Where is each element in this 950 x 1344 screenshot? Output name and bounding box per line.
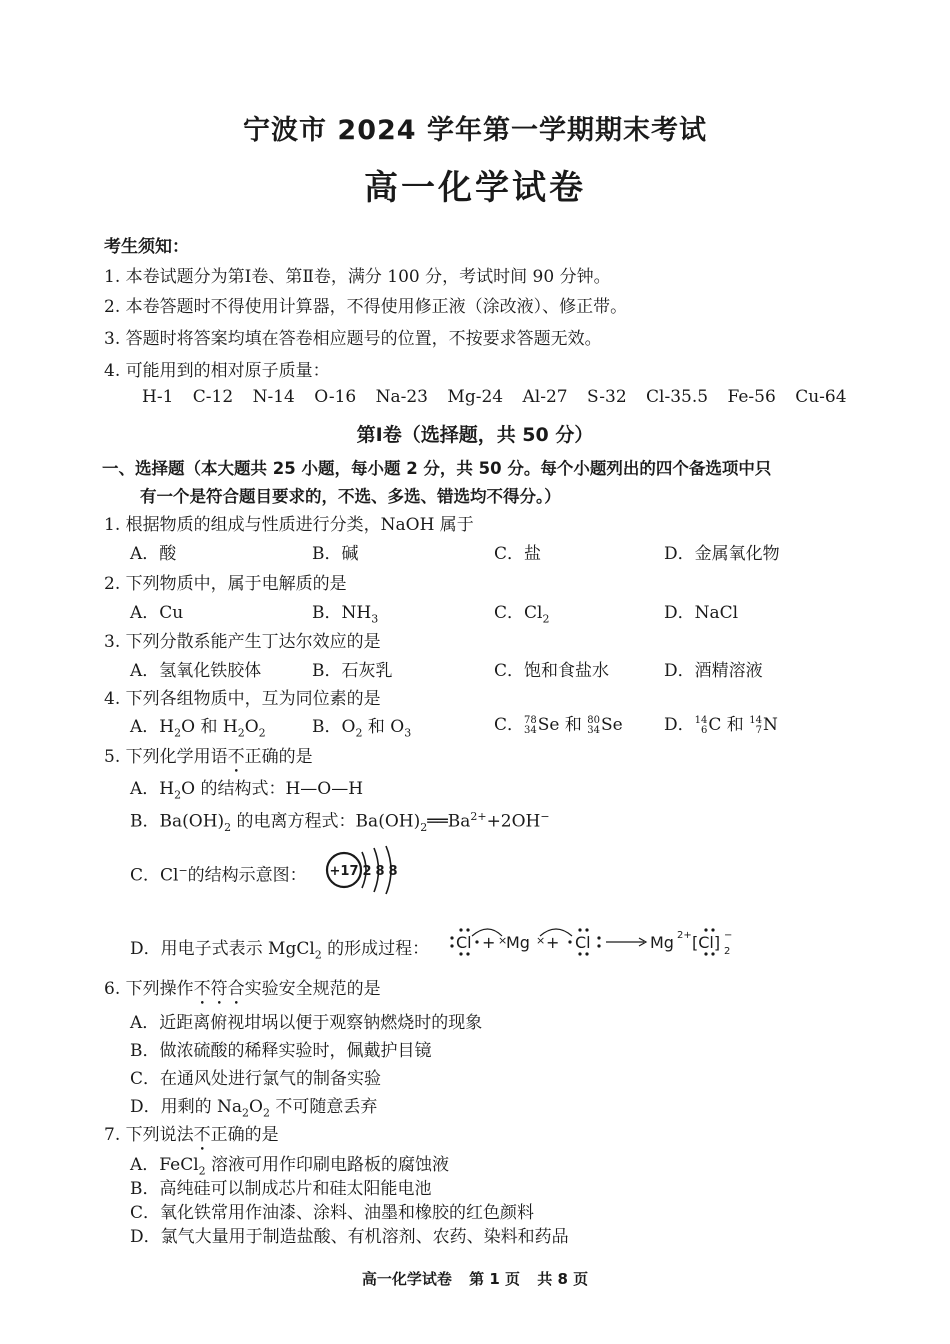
nuclide-notation: 78 34 (524, 714, 537, 736)
atomic-mass: Fe-56 (727, 387, 776, 407)
q1-option-d: D．金属氧化物 (664, 544, 780, 564)
question-4-stem: 4. 下列各组物质中，互为同位素的是 (104, 689, 381, 709)
footer-page-number: 第 1 页 (469, 1270, 520, 1288)
notice-item-1: 1. 本卷试题分为第Ⅰ卷、第Ⅱ卷，满分 100 分，考试时间 90 分钟。 (104, 267, 611, 287)
atomic-mass: Mg-24 (447, 387, 504, 407)
q2-option-b: B．$NH_3$ (312, 603, 379, 626)
section-title: 第Ⅰ卷（选择题，共 50 分） (356, 424, 594, 446)
q1-option-a: A．酸 (130, 544, 177, 564)
svg-text:×: × (536, 934, 546, 947)
q3-option-a: A．氢氧化铁胶体 (130, 661, 262, 681)
q6-option-c: C．在通风处进行氯气的制备实验 (130, 1069, 382, 1089)
q3-option-b: B．石灰乳 (312, 661, 393, 681)
atomic-mass: H-1 (142, 387, 174, 407)
chlorine-atom-left: Cl (456, 933, 472, 952)
q6-option-a: A．近距离俯视坩埚以便于观察钠燃烧时的现象 (130, 1013, 483, 1033)
q2-option-a: A．Cu (130, 603, 184, 623)
plus-sign: + (482, 933, 496, 952)
q7-option-b: B．高纯硅可以制成芯片和硅太阳能电池 (130, 1179, 432, 1199)
footer-total-pages: 共 8 页 (537, 1270, 589, 1288)
question-5-stem: 5. 下列化学用语不正确的是 (104, 747, 313, 767)
q7-option-d: D．氯气大量用于制造盐酸、有机溶剂、农药、染料和药品 (130, 1227, 569, 1247)
question-6-stem: 6. 下列操作不符合实验安全规范的是 (104, 979, 381, 999)
svg-text:×: × (498, 934, 508, 947)
magnesium-ion: Mg (650, 933, 674, 952)
page-footer (0, 1268, 950, 1289)
q4-option-d: D． 14 6 C 和 14 7 N (664, 714, 778, 736)
q4-option-b: B．$O_2$ 和 $O_3$ (312, 717, 412, 740)
electron-shell-count: 8 (375, 864, 385, 879)
q5-option-a: A．$H_2O$ 的结构式：H—O—H (130, 779, 364, 802)
magnesium-ion-charge: 2+ (677, 930, 692, 941)
atomic-mass-list (142, 386, 861, 408)
nucleus-charge: +17 (329, 864, 359, 879)
atomic-mass: Al-27 (522, 387, 568, 407)
q1-option-c: C．盐 (494, 544, 542, 564)
atomic-mass: Na-23 (375, 387, 428, 407)
question-3-stem: 3. 下列分散系能产生丁达尔效应的是 (104, 632, 381, 652)
nuclide-notation: 14 6 (694, 714, 708, 736)
exam-subtitle: 高一化学试卷 (364, 168, 586, 208)
footer-title: 高一化学试卷 (361, 1270, 452, 1288)
atomic-mass: C-12 (192, 387, 234, 407)
electron-shell-count: 2 (362, 864, 372, 879)
q5-option-b: B．$Ba(OH)_2$ 的电离方程式：$Ba(OH)_2══Ba^{2+}+2OH^-$ (130, 810, 550, 835)
mgcl2-formation-diagram (448, 918, 788, 964)
q4-option-c: C． 78 34 Se 和 80 34 Se (494, 714, 623, 736)
q1-option-b: B．碱 (312, 544, 359, 564)
atomic-mass: Cu-64 (795, 387, 847, 407)
atomic-mass: Cl-35.5 (646, 387, 709, 407)
chloride-ion: [Cl] (692, 933, 721, 952)
chloride-count: 2 (724, 946, 731, 957)
q5-option-c: C．Cl−的结构示意图： (130, 864, 307, 886)
notice-heading: 考生须知： (104, 237, 189, 257)
q7-option-c: C．氧化铁常用作油漆、涂料、油墨和橡胶的红色颜料 (130, 1203, 535, 1223)
q7-option-a: A．FeCl$_2$ 溶液可用作印刷电路板的腐蚀液 (130, 1155, 450, 1178)
chlorine-atom-right: Cl (575, 933, 591, 952)
question-1-stem: 1. 根据物质的组成与性质进行分类，NaOH 属于 (104, 515, 474, 535)
plus-sign: + (546, 933, 560, 952)
exam-title: 宁波市 2024 学年第一学期期末考试 (243, 115, 707, 146)
notice-item-4: 4. 可能用到的相对原子质量： (104, 361, 330, 381)
magnesium-atom: Mg (506, 933, 530, 952)
q3-option-d: D．酒精溶液 (664, 661, 763, 681)
q3-option-c: C．饱和食盐水 (494, 661, 610, 681)
notice-item-3: 3. 答题时将答案均填在答卷相应题号的位置，不按要求答题无效。 (104, 329, 602, 349)
question-7-stem: 7. 下列说法不正确的是 (104, 1125, 279, 1145)
q2-option-d: D．NaCl (664, 603, 739, 623)
electron-shell-count: 8 (388, 864, 398, 879)
q6-option-b: B．做浓硫酸的稀释实验时，佩戴护目镜 (130, 1041, 432, 1061)
atomic-mass: O-16 (314, 387, 357, 407)
chloride-ion-structure-diagram (322, 842, 412, 898)
atomic-mass: N-14 (252, 387, 295, 407)
q4-option-a: A．$H_2O$ 和 $H_2O_2$ (130, 717, 266, 740)
section-instruction-2: 有一个是符合题目要求的，不选、多选、错选均不得分。） (140, 487, 561, 506)
section-instruction-1: 一、选择题（本大题共 25 小题，每小题 2 分，共 50 分。每个小题列出的四个备选项中只 (102, 459, 772, 478)
nuclide-notation: 14 7 (749, 714, 762, 736)
nuclide-notation: 80 34 (587, 714, 601, 736)
question-2-stem: 2. 下列物质中，属于电解质的是 (104, 574, 347, 594)
notice-item-2: 2. 本卷答题时不得使用计算器，不得使用修正液（涂改液）、修正带。 (104, 297, 628, 317)
q2-option-c: C．$Cl_2$ (494, 603, 550, 626)
atomic-mass: S-32 (586, 387, 627, 407)
chloride-charge: − (724, 930, 733, 941)
q5-option-d: D．用电子式表示 MgCl$_2$ 的形成过程： (130, 939, 430, 962)
q6-option-d: D．用剩的 $Na_2O_2$ 不可随意丢弃 (130, 1097, 378, 1120)
